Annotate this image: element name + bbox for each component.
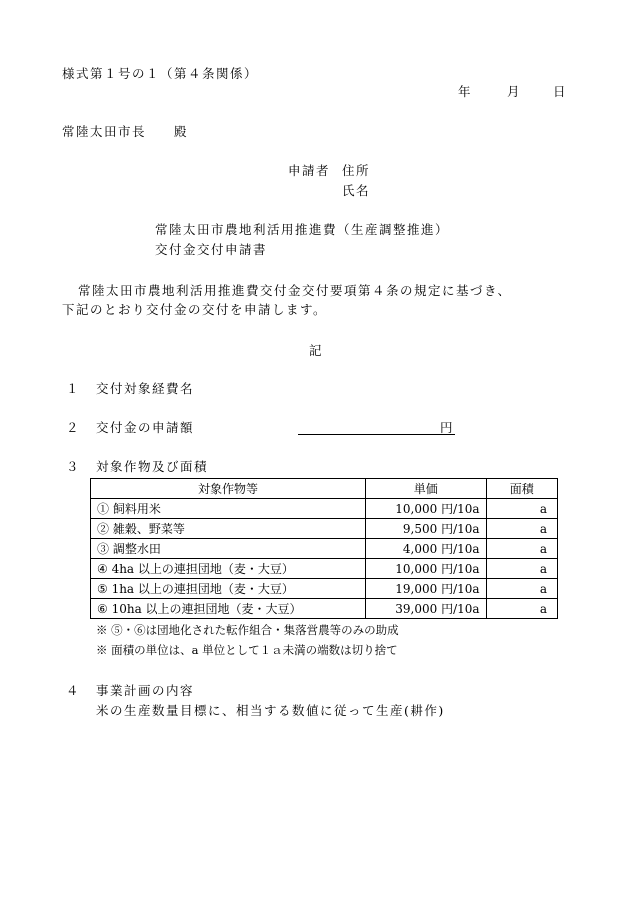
section-1-label: 交付対象経費名 — [96, 381, 195, 396]
application-amount-field[interactable] — [298, 418, 455, 435]
section-3-label: 対象作物及び面積 — [96, 459, 209, 474]
crop-name: ① 飼料用米 — [91, 499, 366, 519]
section-1-number: １ — [66, 381, 79, 396]
section-2-label: 交付金の申請額 — [96, 420, 195, 435]
applicant-name-label: 氏名 — [342, 183, 371, 198]
unit-price: 19,000 円/10a — [366, 579, 487, 599]
table-row — [91, 579, 558, 599]
table-row — [91, 599, 558, 619]
date-year: 年 — [458, 84, 471, 99]
table-row — [91, 539, 558, 559]
body-text-line1: 常陸太田市農地利活用推進費交付金交付要項第４条の規定に基づき、 — [78, 283, 512, 298]
crop-name: ⑤ 1ha 以上の連担団地（麦・大豆） — [91, 579, 366, 599]
section-4-content: 米の生産数量目標に、相当する数値に従って生産(耕作) — [96, 703, 445, 718]
section-2-number: ２ — [66, 420, 79, 435]
document-title-line2: 交付金交付申請書 — [155, 242, 268, 257]
date-day: 日 — [553, 84, 566, 99]
area-cell[interactable]: a — [486, 579, 557, 599]
ki-heading: 記 — [309, 343, 322, 358]
area-cell[interactable]: a — [486, 519, 557, 539]
note-1: ※ ⑤・⑥は団地化された転作組合・集落営農等のみの助成 — [96, 623, 399, 637]
note-2: ※ 面積の単位は、a 単位として１ａ未満の端数は切り捨て — [96, 643, 398, 657]
header-crop: 対象作物等 — [91, 479, 366, 499]
section-4-label: 事業計画の内容 — [96, 683, 195, 698]
date-month: 月 — [507, 84, 520, 99]
area-cell[interactable]: a — [486, 539, 557, 559]
crop-name: ⑥ 10ha 以上の連担団地（麦・大豆） — [91, 599, 366, 619]
crop-name: ② 雑穀、野菜等 — [91, 519, 366, 539]
unit-price: 10,000 円/10a — [366, 559, 487, 579]
unit-price: 4,000 円/10a — [366, 539, 487, 559]
table-row — [91, 519, 558, 539]
applicant-address-label: 住所 — [342, 163, 371, 178]
section-3-number: ３ — [66, 459, 79, 474]
body-text-line2: 下記のとおり交付金の交付を申請します。 — [62, 302, 328, 317]
unit-price: 9,500 円/10a — [366, 519, 487, 539]
amount-unit: 円 — [440, 420, 453, 435]
header-price: 単価 — [366, 479, 487, 499]
applicant-label: 申請者 — [288, 163, 331, 178]
form-number: 様式第１号の１（第４条関係） — [62, 66, 259, 81]
area-cell[interactable]: a — [486, 559, 557, 579]
area-cell[interactable]: a — [486, 499, 557, 519]
unit-price: 10,000 円/10a — [366, 499, 487, 519]
table-row — [91, 559, 558, 579]
table-header-row — [91, 479, 558, 499]
addressee: 常陸太田市長 殿 — [62, 124, 189, 139]
crop-name: ③ 調整水田 — [91, 539, 366, 559]
crop-name: ④ 4ha 以上の連担団地（麦・大豆） — [91, 559, 366, 579]
unit-price: 39,000 円/10a — [366, 599, 487, 619]
area-cell[interactable]: a — [486, 599, 557, 619]
crop-table — [90, 478, 558, 619]
document-title-line1: 常陸太田市農地利活用推進費（生産調整推進） — [155, 222, 450, 237]
table-row — [91, 499, 558, 519]
header-area: 面積 — [486, 479, 557, 499]
section-4-number: ４ — [66, 683, 79, 698]
